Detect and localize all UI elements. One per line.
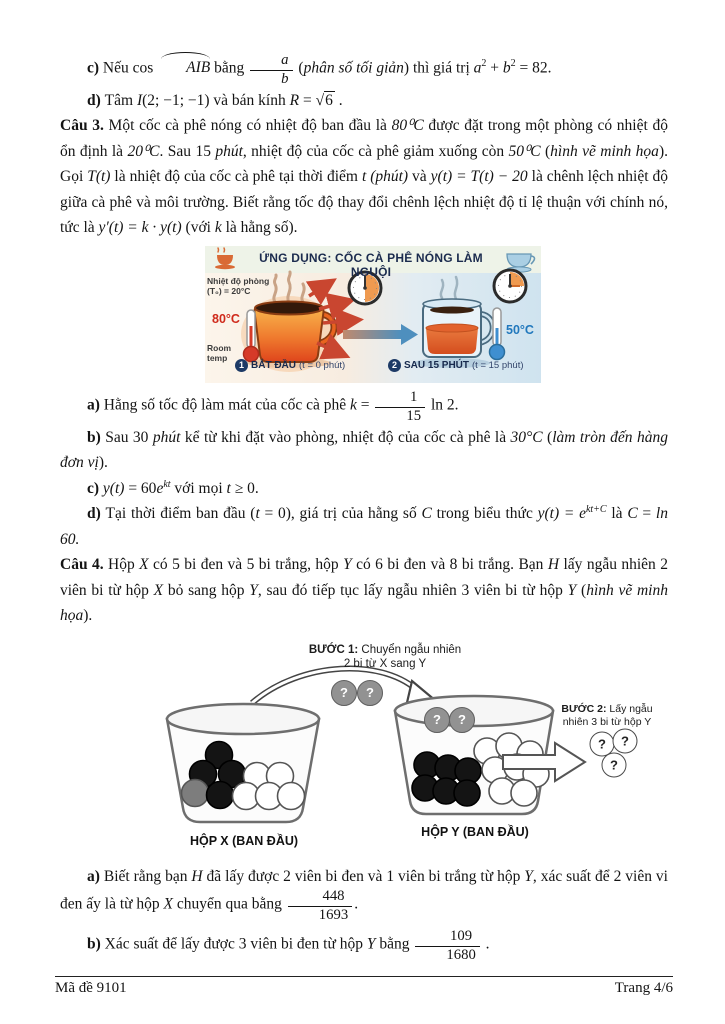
step2-detail: (t = 15 phút)	[472, 359, 524, 371]
room-temp-label	[207, 276, 269, 297]
urn-step1-rest: Chuyển ngẫu nhiên	[358, 643, 462, 656]
step1-badge: 1	[235, 359, 248, 372]
box-y-label: HỘP Y (BAN ĐẦU)	[421, 824, 529, 839]
step1-detail: (t = 0 phút)	[299, 359, 346, 371]
question-ball: ?	[357, 680, 383, 706]
coffee-figure-title: ỨNG DỤNG: CỐC CÀ PHÊ NÓNG LÀM NGUỘI	[259, 250, 483, 279]
urn-step2-rest: Lấy ngẫu nhiên 3 bi từ hộp Y	[562, 702, 653, 728]
step2-badge: 2	[388, 359, 401, 372]
question3-item-d: d) Tại thời điểm ban đầu (t = 0), giá trị của hằng số C trong biểu thức $y(t) = e^{kt+C}$ là C = ln 60.	[60, 503, 668, 548]
question3-item-b: b) Sau 30 phút kể từ khi đặt vào phòng, nhiệt độ của cốc cà phê là 30°C (làm tròn đến hàng đơn vị).	[60, 428, 668, 472]
question-ball: ?	[449, 707, 475, 733]
question-ball: ?	[424, 707, 450, 733]
room-temp-label-line1: Nhiệt độ phòng	[207, 275, 270, 286]
room-temp-caption-line1: Room	[207, 342, 232, 353]
question-ball: ?	[590, 731, 615, 756]
question3-statement: Câu 3. Một cốc cà phê nóng có nhiệt độ ban đầu là 80⁰C được đặt trong một phòng có nhiệt độ ổn định là 20⁰C. Sau 15 phút, nhiệt độ của cốc cà phê giảm xuống còn 50⁰C (hình vẽ minh họa). Gọi T(t) là nhiệt độ của cốc cà phê tại thời điểm t (phút) và y(t) = T(t) − 20 là chênh lệch nhiệt độ giữa cà phê và môi trường. Biết rằng tốc độ thay đổi chênh lệch nhiệt độ tỉ lệ thuận với chính nó, tức là y′(t) = k · y(t) (với k là hằng số).	[60, 117, 668, 237]
urn-step1-bold: BƯỚC 1:	[308, 643, 359, 656]
urn-figure	[140, 643, 675, 858]
step1-title: BẮT ĐẦU	[251, 359, 296, 371]
coffee-cooling-figure	[205, 246, 541, 383]
exam-code: Mã đề 9101	[55, 980, 127, 996]
urn-step1-label	[260, 643, 510, 672]
cool-temp-value: 50°C	[506, 322, 534, 337]
urn-step1-line2: 2 bi từ X sang Y	[343, 658, 427, 671]
step2-title: SAU 15 PHÚT	[404, 359, 470, 371]
question-ball: ?	[331, 680, 357, 706]
page-number: Trang 4/6	[614, 980, 673, 996]
step1-caption	[235, 359, 345, 372]
question3-item-a: a) Hằng số tốc độ làm mát của cốc cà phê k = $\frac{1}{15}$ ln 2.	[87, 388, 459, 424]
question2-item-d: d) Tâm I(2; −1; −1) và bán kính R = √ 6 .	[60, 88, 668, 114]
urn-step2-label	[554, 703, 660, 729]
question-ball: ?	[602, 752, 627, 777]
urn-step2-bold: BƯỚC 2:	[561, 702, 607, 715]
question-ball: ?	[613, 728, 638, 753]
question4-statement: Câu 4. Hộp X có 5 bi đen và 5 bi trắng, hộp Y có 6 bi đen và 8 bi trắng. Bạn H lấy ngẫu nhiên 2 viên bi từ hộp X bỏ sang hộp Y, sau đó tiếp tục lấy ngẫu nhiên 3 viên bi từ hộp Y (hình vẽ minh họa).	[60, 556, 668, 625]
hot-temp-value: 80°C	[212, 311, 240, 326]
question2-item-c: c) Nếu cos AIB bằng $\frac{a}{b}$ (phân số tối giản) thì giá trị $a^2 + b^2 = 82$.	[87, 52, 552, 87]
room-temp-caption	[207, 343, 231, 364]
room-temp-label-line2: (T₀) = 20°C	[207, 286, 251, 297]
page-footer	[55, 976, 673, 997]
question4-item-b: b) Xác suất để lấy được 3 viên bi đen từ hộp Y bằng $\frac{109}{1680}$ .	[87, 927, 490, 963]
step2-caption	[388, 359, 524, 372]
question4-item-a: a) Biết rằng bạn H đã lấy được 2 viên bi đen và 1 viên bi trắng từ hộp Y, xác suất để 2 viên vi đen ấy là từ hộp X chuyển qua bằng $\frac{448}{1693}$ .	[60, 867, 668, 923]
urn-step1-line1	[260, 643, 510, 658]
room-temp-caption-line2: temp	[207, 353, 228, 364]
box-x-label: HỘP X (BAN ĐẦU)	[189, 833, 299, 848]
question3-item-c: c) $y(t) = 60e^{kt}$ với mọi t ≥ 0.	[87, 478, 259, 497]
